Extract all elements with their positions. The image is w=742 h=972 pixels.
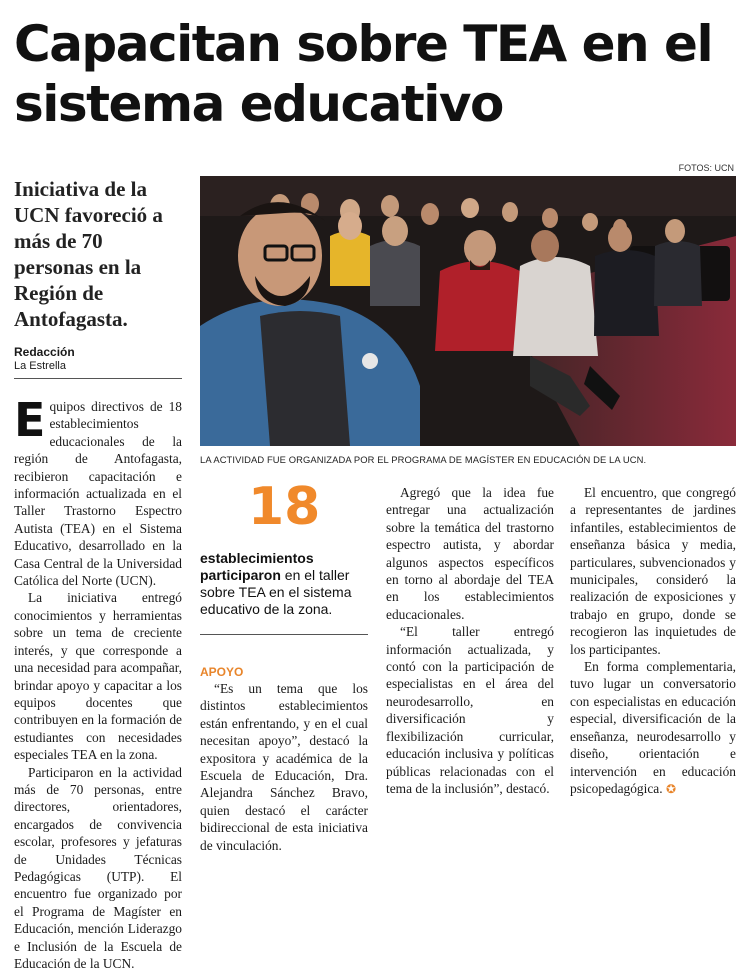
column-2 [200, 654, 368, 853]
paragraph-4-start: “Es un tema que los distintos establecimientos están enfrentando, y en el cual necesitan apoyo”, destacó la expositora y académica de la Escuela de Educación, Dra. Alejandra Sánchez Bravo, quien destacó el carácter bidireccional de esta iniciativa de vinculación. [200, 681, 368, 853]
end-mark-icon: ✪ [665, 781, 677, 796]
photo-credit: FOTOS: UCN [678, 163, 734, 173]
paragraph-8 [570, 658, 736, 798]
byline [14, 345, 75, 373]
column-3 [386, 484, 554, 796]
column-4 [570, 484, 736, 798]
paragraph-1-text: quipos directivos de 18 establecimientos educacionales de la región de Antofagasta, recibieron capacitación e información actualizada en el Taller Trastorno Espectro Autista (TEA) en el Sistema Educativo, desarrollado en la Casa Central de la Universidad Católica del Norte (UCN). [14, 399, 182, 589]
pull-quote-number: 18 [248, 477, 321, 537]
paragraph-6-start: “El taller entregó información actualizada, y contó con la participación de especialistas en el área del neurodesarrollo, en diversificación y flexibilización curricular, educación inclusiva y políticas públicas relacionadas con el tema de la inclusión”, destacó. [386, 624, 554, 796]
author-outlet: La Estrella [14, 360, 66, 372]
paragraph-3-start: Participaron en la actividad más de 70 personas, entre directores, orientadores, encargados de convivencia escolar, profesores y jefaturas de Unidades Técnicas Pedagógicas (UTP). El encuentro fue organizado por el Programa de Magíster en Educación, mención Liderazgo e Inclusión de la Escuela de Educación de la UCN. [14, 764, 182, 971]
article-photo [200, 176, 736, 446]
pull-quote [200, 550, 368, 618]
audience-photo-illustration [200, 176, 736, 446]
paragraph-1 [14, 393, 182, 589]
pull-quote-bold: establecimientos participaron [200, 550, 314, 583]
paragraph-8-text: En forma complementaria, tuvo lugar un conversatorio con especialistas en educación especial, diversificación de la enseñanza, neurodesarrollo y diseño, orientación e intervención en educación psicopedagógica. [570, 659, 736, 796]
author-name: Redacción [14, 345, 75, 359]
headline: Capacitan sobre TEA en el sistema educativo [14, 15, 713, 133]
pull-quote-text: en el taller sobre TEA en el sistema educativo de la zona. [200, 567, 352, 617]
dropcap: E [14, 393, 46, 447]
paragraph-5: Agregó que la idea fue entregar una actualización sobre la temática del trastorno espectro autista, y abordar algunos aspectos específicos en torno al abordaje del TEA en los establecimientos educacionales. [386, 485, 554, 622]
paragraph-2: La iniciativa entregó conocimientos y herramientas sobre un tema de creciente interés, y que corresponde a una necesidad para acompañar, brindar apoyo y capacitar a los equipos docentes que contribuyen en la formación de estudiantes con necesidades especiales TEA en la zona. [14, 590, 182, 763]
pull-quote-divider [200, 634, 368, 635]
paragraph-7: El encuentro, que congregó a representantes de jardines infantiles, establecimientos de enseñanza básica y media, particulares, subvencionados y municipales, consideró la realización de exposiciones y trabajo en grupo, donde se recogieron las inquietudes de los participantes. [570, 485, 736, 657]
byline-divider [14, 378, 182, 379]
deck: Iniciativa de la UCN favoreció a más de 70 personas en la Región de Antofagasta. [14, 177, 163, 331]
subhead-apoyo: APOYO [200, 665, 244, 679]
photo-caption: LA ACTIVIDAD FUE ORGANIZADA POR EL PROGRAMA DE MAGÍSTER EN EDUCACIÓN DE LA UCN. [200, 454, 647, 465]
column-1 [14, 393, 182, 971]
